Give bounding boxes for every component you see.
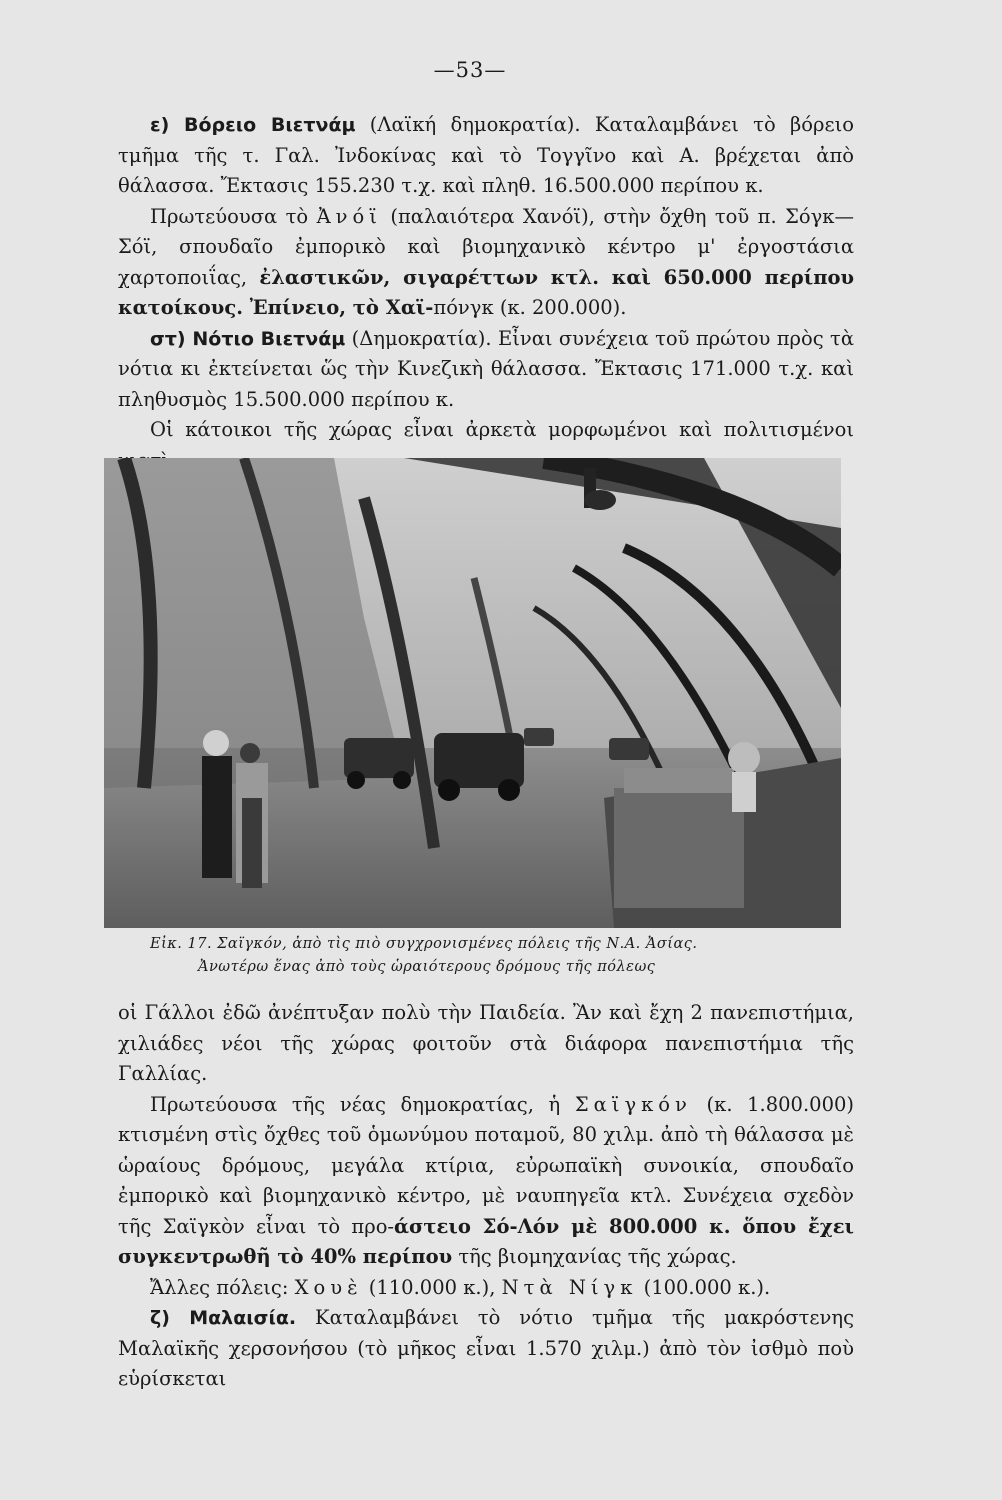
capital-name: Ἀνόϊ	[316, 204, 382, 228]
other-cities-middle: (110.000 κ.),	[362, 1275, 502, 1299]
section-e-paragraph	[118, 110, 854, 202]
saigon-prefix: Πρωτεύουσα τῆς νέας δημοκρατίας, ἡ	[150, 1092, 575, 1116]
saigon-name: Σαϊγκόν	[574, 1092, 692, 1116]
section-z-paragraph	[118, 1303, 854, 1395]
section-e-text: (Λαϊκή δημοκρατία). Καταλαμβάνει τὸ βόρειο τμῆμα τῆς τ. Γαλ. Ἰνδοκίνας καὶ τὸ Τογγῖνο καὶ Α. βρέχεται ἀπὸ θάλασσα. Ἔκτασις 155.230 τ.χ. καὶ πληθ. 16.500.000 περίπου κ.	[118, 113, 854, 197]
lower-text-block	[118, 998, 854, 1395]
capital-prefix: Πρωτεύουσα τὸ	[150, 204, 317, 228]
capital-description: (παλαιότερα Χανόϊ), στὴν ὄχθη τοῦ π. Σόγκ—Σόϊ, σπουδαῖο ἐμπορικὸ καὶ βιομηχανικὸ κέντρο μ' ἐργοστάσια χαρτοποιΐας,	[118, 204, 854, 289]
section-st-text: (Δημοκρατία). Εἶναι συνέχεια τοῦ πρώτου πρὸς τὰ νότια κι ἐκτείνεται ὥς τὴν Κινεζικὴ θάλασσα. Ἔκτασις 171.000 τ.χ. καὶ πληθυσμὸς 15.500.000 περίπου κ.	[118, 326, 854, 411]
capital-bold-text: ἐλαστικῶν, σιγαρέττων κτλ. καὶ 650.000 περίπου κατοίκους. Ἐπίνειο, τὸ Χαϊ-	[118, 265, 855, 319]
saigon-end-text: τῆς βιομηχανίας τῆς χώρας.	[452, 1245, 737, 1268]
education-paragraph: οἱ Γάλλοι ἐδῶ ἀνέπτυξαν πολὺ τὴν Παιδεία. Ἂν καὶ ἔχη 2 πανεπιστήμια, χιλιάδες νέοι τῆς χώρας φοιτοῦν στὰ διάφορα πανεπιστήμια τῆς Γαλλίας.	[118, 1001, 854, 1085]
caption-line-2: Ἀνωτέρω ἕνας ἀπὸ τοὺς ὡραιότερους δρόμους τῆς πόλεως	[198, 959, 656, 975]
other-cities-prefix: Ἄλλες πόλεις:	[150, 1275, 295, 1299]
section-st-heading: στ) Νότιο Βιετνάμ	[150, 327, 346, 350]
other-cities-paragraph	[118, 1273, 854, 1304]
other-cities-end: (100.000 κ.).	[637, 1275, 771, 1299]
saigon-street-illustration	[104, 458, 841, 928]
page-number: —53—	[433, 58, 507, 82]
city-da-nang: Ντὰ Νίγκ	[501, 1275, 638, 1299]
saigon-description: (κ. 1.800.000) κτισμένη στὶς ὄχθες τοῦ ὁμωνύμου ποταμοῦ, 80 χιλμ. ἀπὸ τὴ θάλασσα μὲ ὡραίους δρόμους, μεγάλα κτίρια, εὐρωπαϊκὴ συνοικία, σπουδαῖο ἐμπορικὸ καὶ βιομηχανικὸ κέντρο, μὲ ναυπηγεῖα κτλ. Συνέχεια σχεδὸν τῆς Σαϊγκὸν εἶναι τὸ προ-	[118, 1092, 854, 1238]
capital-end-text: πόνγκ (κ. 200.000).	[433, 296, 627, 319]
caption-line-1: Εἰκ. 17. Σαϊγκόν, ἀπὸ τὶς πιὸ συγχρονισμένες πόλεις τῆς Ν.Α. Ἀσίας.	[150, 936, 698, 952]
section-z-heading: ζ) Μαλαισία.	[150, 1307, 297, 1329]
saigon-street-photo	[104, 458, 841, 928]
city-hue: Χουὲ	[294, 1275, 363, 1299]
section-e-heading: ε) Βόρειο Βιετνάμ	[150, 114, 356, 136]
capital-paragraph	[118, 202, 854, 324]
saigon-paragraph	[118, 1090, 854, 1273]
section-st-paragraph	[118, 324, 854, 416]
section-z-text: Καταλαμβάνει τὸ νότιο τμῆμα τῆς μακρόστενης Μαλαϊκῆς χερσονήσου (τὸ μῆκος εἶναι 1.570 χιλμ.) ἀπὸ τὸν ἰσθμὸ ποὺ εὑρίσκεται	[118, 1306, 854, 1390]
upper-text-block	[118, 110, 854, 476]
figure-caption	[150, 933, 850, 979]
inhabitants-paragraph: Οἱ κάτοικοι τῆς χώρας εἶναι ἀρκετὰ μορφωμένοι καὶ πολιτισμένοι	[150, 418, 854, 441]
cholon-bold-text: άστειο Σό-Λόν μὲ 800.000 κ. ὅπου ἔχει συγκεντρωθῆ τὸ 40% περίπου	[118, 1214, 854, 1268]
